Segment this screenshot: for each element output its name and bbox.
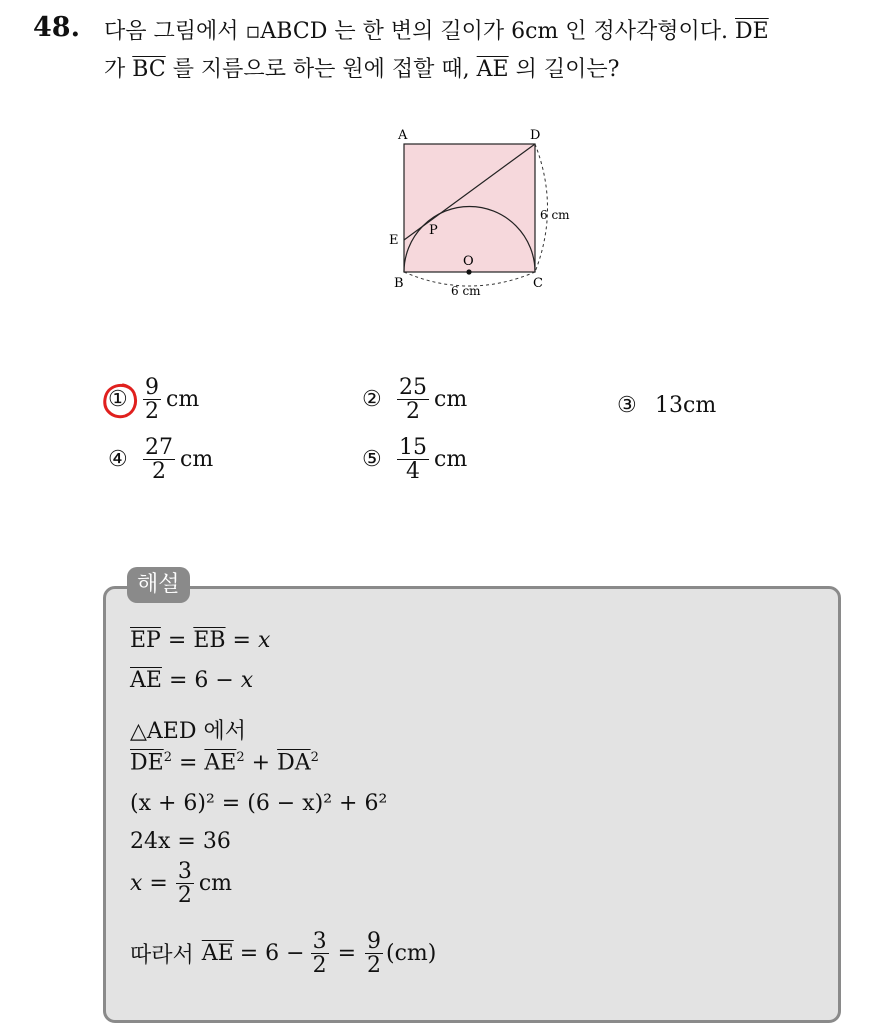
equals: = (167, 628, 187, 653)
solution-badge: 해설 (127, 567, 190, 603)
text: 따라서 (130, 943, 194, 969)
center-point-o (466, 269, 471, 274)
label-a: A (398, 128, 408, 143)
solution-line-7 (130, 860, 232, 907)
choice-unit: cm (166, 387, 200, 413)
segment-bc: $\overline{BC}$ (132, 57, 166, 82)
question-text-part: 의 길이는? (515, 57, 620, 82)
choice-number: ③ (617, 393, 637, 418)
label-o: O (463, 254, 474, 269)
fraction: $\frac{3}{2}$ (312, 929, 327, 979)
exponent: 2 (236, 750, 245, 765)
label-c: C (533, 276, 543, 291)
solution-line-6: 24x = 36 (130, 829, 231, 854)
geometry-figure (385, 122, 585, 302)
label-e: E (389, 233, 399, 248)
expression: = 6 − (168, 668, 241, 693)
expression: x = (130, 871, 168, 897)
question-text-part: 다음 그림에서 ▫ABCD 는 한 변의 길이가 6cm 인 정사각형이다. (104, 19, 728, 44)
segment-ae: $\overline{AE}$ (476, 57, 509, 82)
question-text-line1 (104, 14, 769, 45)
square-abcd (404, 144, 535, 272)
question-text-part: 가 (104, 57, 126, 82)
answer-circle-mark (101, 381, 139, 421)
label-side-length: 6 cm (540, 208, 570, 222)
question-number: 48. (33, 12, 80, 43)
segment-eb: $\overline{EB}$ (193, 628, 226, 653)
question-text-line2 (104, 52, 619, 83)
choice-number: ④ (108, 447, 128, 473)
label-bottom-length: 6 cm (451, 284, 481, 298)
question-text-part: 를 지름으로 하는 원에 접할 때, (172, 57, 470, 82)
choice-number: ② (362, 387, 382, 413)
segment-da: $\overline{DA}$ (277, 750, 311, 776)
solution-line-5: (x + 6)² = (6 − x)² + 6² (130, 791, 388, 816)
variable-x: x (257, 628, 271, 653)
variable-x: x (240, 668, 254, 693)
segment-de: $\overline{DE}$ (735, 19, 769, 44)
expression: = 6 − (239, 941, 305, 967)
equals: = (232, 628, 251, 653)
solution-line-4 (130, 750, 319, 775)
choice-fraction: $\frac{15}{4}$ (399, 435, 427, 485)
equals: = (178, 750, 198, 776)
unit: (cm) (386, 941, 437, 967)
exponent: 2 (163, 750, 172, 765)
choice-5[interactable] (362, 436, 467, 483)
choice-text: 13cm (655, 393, 717, 418)
segment-de: $\overline{DE}$ (130, 750, 164, 776)
fraction: $\frac{3}{2}$ (177, 859, 192, 909)
choice-2[interactable] (362, 376, 467, 423)
plus: + (251, 750, 271, 776)
choice-number: ⑤ (362, 447, 382, 473)
choice-4[interactable] (108, 436, 213, 483)
label-d: D (530, 128, 541, 143)
choice-fraction: $\frac{25}{2}$ (399, 375, 427, 425)
choice-number: ① (108, 387, 128, 413)
choice-fraction: $\frac{9}{2}$ (145, 375, 159, 425)
choice-3[interactable] (617, 393, 716, 418)
exponent: 2 (310, 750, 319, 765)
label-b: B (394, 276, 404, 291)
segment-ae: $\overline{AE}$ (204, 750, 237, 776)
choice-unit: cm (180, 447, 214, 473)
choice-unit: cm (434, 447, 468, 473)
solution-line-1 (130, 628, 270, 653)
equals: = (337, 941, 357, 967)
solution-line-2 (130, 668, 253, 693)
segment-ae: $\overline{AE}$ (201, 941, 234, 967)
segment-ep: $\overline{EP}$ (130, 628, 161, 653)
solution-line-8 (130, 930, 436, 977)
choice-fraction: $\frac{27}{2}$ (145, 435, 173, 485)
unit: cm (198, 871, 233, 897)
fraction: $\frac{9}{2}$ (367, 929, 382, 979)
label-p: P (429, 223, 438, 238)
choice-unit: cm (434, 387, 468, 413)
segment-ae: $\overline{AE}$ (130, 668, 162, 693)
solution-line-3: △AED 에서 (130, 719, 247, 744)
